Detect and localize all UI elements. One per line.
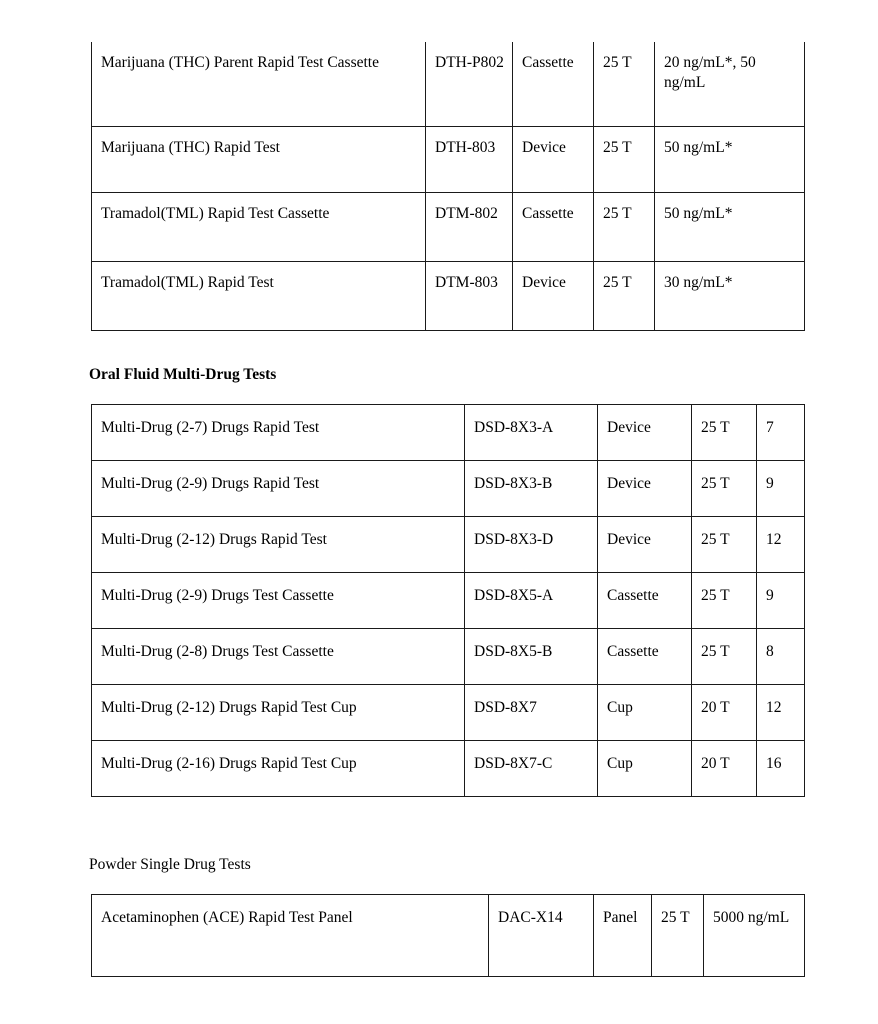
cell-format: Cassette [513, 192, 594, 261]
cell-format: Device [513, 126, 594, 192]
cell-panels: 7 [757, 405, 805, 461]
table-oral-fluid-single-drug-tests [91, 42, 805, 331]
cell-format: Cup [598, 741, 692, 797]
cell-format: Device [513, 261, 594, 330]
table-row [92, 42, 805, 126]
cell-product: Acetaminophen (ACE) Rapid Test Panel [92, 895, 489, 977]
cell-product: Tramadol(TML) Rapid Test Cassette [92, 192, 426, 261]
table-oral-fluid-multi-drug-tests [91, 404, 805, 797]
cell-quantity: 25 T [692, 517, 757, 573]
cell-quantity: 20 T [692, 741, 757, 797]
cell-quantity: 25 T [692, 405, 757, 461]
cell-code: DSD-8X3-B [465, 461, 598, 517]
cell-code: DAC-X14 [489, 895, 594, 977]
cell-panels: 16 [757, 741, 805, 797]
cell-quantity: 25 T [594, 126, 655, 192]
cell-code: DTH-P802 [426, 42, 513, 126]
cell-code: DTH-803 [426, 126, 513, 192]
cell-format: Device [598, 461, 692, 517]
cell-quantity: 25 T [594, 261, 655, 330]
table-row [92, 685, 805, 741]
cell-code: DSD-8X3-D [465, 517, 598, 573]
cell-quantity: 20 T [692, 685, 757, 741]
cell-format: Cup [598, 685, 692, 741]
heading-oral-fluid-multi-drug-tests: Oral Fluid Multi-Drug Tests [89, 366, 277, 383]
table-row [92, 192, 805, 261]
cell-format: Device [598, 405, 692, 461]
cell-panels: 9 [757, 461, 805, 517]
cell-format: Panel [594, 895, 652, 977]
cell-product: Multi-Drug (2-9) Drugs Rapid Test [92, 461, 465, 517]
cell-quantity: 25 T [594, 42, 655, 126]
cell-code: DTM-802 [426, 192, 513, 261]
cell-panels: 8 [757, 629, 805, 685]
cell-product: Marijuana (THC) Rapid Test [92, 126, 426, 192]
cell-product: Multi-Drug (2-12) Drugs Rapid Test [92, 517, 465, 573]
cell-product: Tramadol(TML) Rapid Test [92, 261, 426, 330]
cell-product: Multi-Drug (2-16) Drugs Rapid Test Cup [92, 741, 465, 797]
table-row [92, 405, 805, 461]
table-row [92, 629, 805, 685]
cell-product: Multi-Drug (2-9) Drugs Test Cassette [92, 573, 465, 629]
cell-format: Device [598, 517, 692, 573]
heading-powder-single-drug-tests: Powder Single Drug Tests [89, 856, 251, 873]
cell-panels: 12 [757, 517, 805, 573]
table-row [92, 895, 805, 977]
cell-quantity: 25 T [652, 895, 704, 977]
cell-quantity: 25 T [692, 573, 757, 629]
table-row [92, 126, 805, 192]
cell-quantity: 25 T [692, 629, 757, 685]
table-row [92, 741, 805, 797]
table-row [92, 573, 805, 629]
cell-panels: 12 [757, 685, 805, 741]
cell-product: Multi-Drug (2-7) Drugs Rapid Test [92, 405, 465, 461]
table-row [92, 261, 805, 330]
cell-quantity: 25 T [692, 461, 757, 517]
cell-code: DSD-8X7-C [465, 741, 598, 797]
cell-cutoff: 5000 ng/mL [704, 895, 805, 977]
cell-cutoff: 50 ng/mL* [655, 126, 805, 192]
cell-cutoff: 50 ng/mL* [655, 192, 805, 261]
cell-product: Marijuana (THC) Parent Rapid Test Cassette [92, 42, 426, 126]
table-row [92, 517, 805, 573]
cell-code: DSD-8X7 [465, 685, 598, 741]
cell-code: DSD-8X5-B [465, 629, 598, 685]
cell-format: Cassette [513, 42, 594, 126]
cell-code: DSD-8X5-A [465, 573, 598, 629]
cell-panels: 9 [757, 573, 805, 629]
cell-code: DTM-803 [426, 261, 513, 330]
cell-format: Cassette [598, 629, 692, 685]
table-powder-single-drug-tests [91, 894, 805, 977]
cell-format: Cassette [598, 573, 692, 629]
cell-code: DSD-8X3-A [465, 405, 598, 461]
cell-product: Multi-Drug (2-8) Drugs Test Cassette [92, 629, 465, 685]
cell-quantity: 25 T [594, 192, 655, 261]
cell-product: Multi-Drug (2-12) Drugs Rapid Test Cup [92, 685, 465, 741]
cell-cutoff: 20 ng/mL*, 50 ng/mL [655, 42, 805, 126]
table-row [92, 461, 805, 517]
cell-cutoff: 30 ng/mL* [655, 261, 805, 330]
